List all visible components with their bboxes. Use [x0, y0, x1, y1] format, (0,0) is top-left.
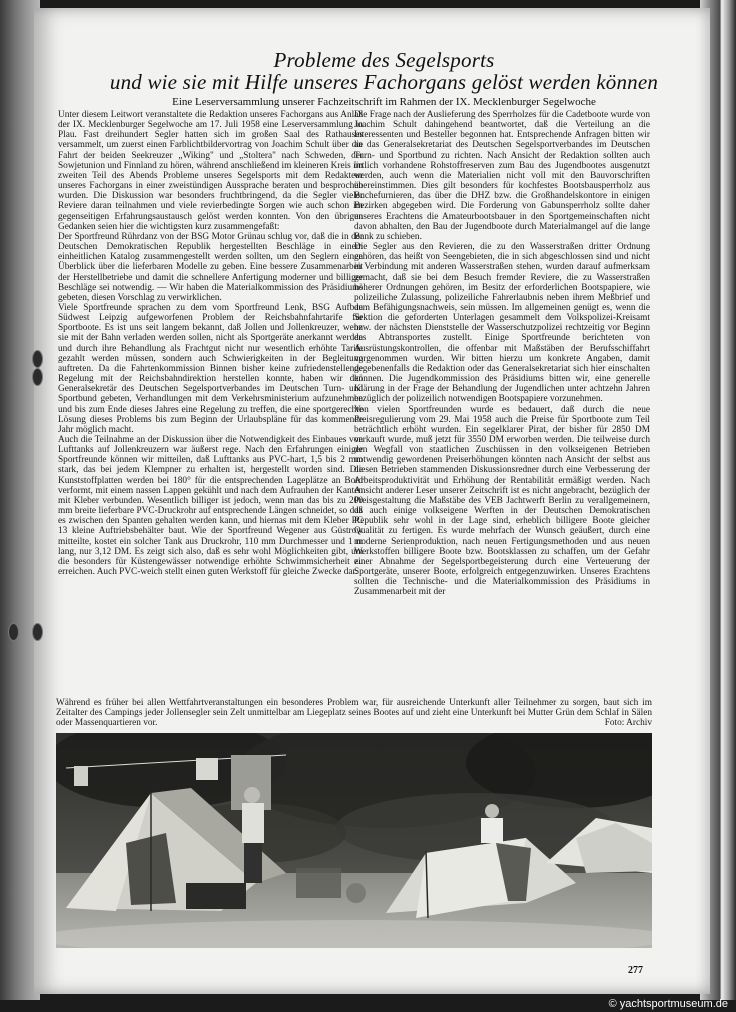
photo-illustration	[56, 733, 652, 948]
article-title-line1: Probleme des Segelsports	[273, 48, 495, 72]
text-column-right	[354, 110, 650, 695]
caption-text: Während es früher bei allen Wettfahrtveranstaltungen ein besonderes Problem war, für ausreichende Unterkunft aller Teilnehmer zu sorgen, baut sich im Zeitalter des Campings jeder Jollensegler sein Zelt unmittelbar am Liegeplatz seines Bootes auf und zieht eine Unterkunft bei Mutter Grün dem Schlaf in Sälen oder Massenquartieren vor.	[56, 698, 652, 729]
paragraph: Unter diesem Leitwort veranstaltete die Redaktion unseres Fachorgans aus Anlaß der IX. Mecklenburger Segelwoche am 17. Juli 1958 eine Leserversammlung in Plau. Fast dreihundert Segler hatten sich im großen Saal des Rathauses versammelt, um zuerst einen Farblichtbildervortrag von Joachim Schult über die Fahrt der beiden Seekreuzer „Wiking" und „Stoltera" nach Schweden, der Sowjetunion und Finnland zu hören, während anschließend im kleineren Kreis im zweiten Teil des Abends Probleme unseres Segelsports mit dem Redakteur unseres Fachorgans in einer zweistündigen Aussprache beraten und besprochen wurden. Die Diskussion war besonders fruchtbringend, da die Segler vieler Reviere daran teilnahmen und viele revierbedingte Sorgen wie auch schon im gegenseitigen Erfahrungsaustausch gelöst werden konnten. Von den übrigen Gedanken seien hier die wichtigsten kurz zusammengefaßt:	[58, 110, 363, 232]
article-subtitle: Eine Leserversammlung unserer Fachzeitschrift im Rahmen der IX. Mecklenburger Segelwoche	[172, 96, 596, 108]
paragraph: Von vielen Sportfreunden wurde es bedauert, daß durch die neue Preisregulierung vom 29. Mai 1958 auch die Preise für Sportboote zum Teil beträchtlich erhöht wurden. Ein segelklarer Pirat, der bisher für 2850 DM verkauft wurde, muß jetzt für 3550 DM erworben werden. Die teilweise durch den Wegfall von staatlichen Zuschüssen in den volkseigenen Betrieben notwendig gewordenen Preiserhöhungen könnten nach Ansicht der selbst aus diesen Betrieben stammenden Diskussionsredner durch eine Verbesserung der Arbeitsproduktivität und Erhöhung der Rentabilität ermäßigt werden. Nach Ansicht anderer Leser unserer Zeitschrift ist es nicht angebracht, bezüglich der Preisgestaltung die Maßstäbe des VEB Jachtwerft Berlin zu verallgemeinern, da auch einige volkseigene Werften in der Deutschen Demokratischen Republik sehr wohl in der Lage sind, erheblich billigere Boote gleicher Qualität zu fertigen. Es wurde mehrfach der Wunsch geäußert, durch eine moderne Serienproduktion, nach neuen Fertigungsmethoden und aus neuen Werkstoffen billigere Boote bzw. Bootsklassen zu schaffen, um der Gefahr einer Abnahme der Segelsportbegeisterung durch eine Verteuerung der Sportgeräte, unserer Boote, erfolgreich entgegenzuwirken. Unseres Erachtens sollten die Technische- und die Materialkommission des Präsidiums in Zusammenarbeit mit der	[354, 404, 650, 598]
paragraph: Auch die Teilnahme an der Diskussion über die Notwendigkeit des Einbaues von Lufttanks auf Jollenkreuzern war äußerst rege. Nach den Erfahrungen einiger Sportfreunde können wir mitteilen, daß Lufttanks aus PVC-hart, 1,5 bis 2 mm stark, das bei jedem Klempner zu erhalten ist, hergestellt worden sind. Die Kunststoffplatten werden bei 180° für die entsprechenden Lageplätze an Bord verformt, mit einem nassen Lappen gekühlt und nach dem Aufrauhen der Kanten mit Kleber verbunden. Wesentlich billiger ist jedoch, wenn man das bis zu 200 mm breite lieferbare PVC-Druckrohr auf entsprechende Längen schneidet, so daß es zwischen den Spanten gehalten werden kann, und hiernas mit dem Kleber PC 13 kleine Auftriebsbehälter baut. Wie der Sportfreund Wegener aus Güstrow mitteilte, kostet ein solcher Tank aus Druckrohr, 110 mm Durchmesser und 1 m lang, nur 3,12 DM. Es zeigt sich also, daß es sehr wohl Möglichkeiten gibt, um die besonders für Küstengewässer notwendige erhöhte Schwimmsicherheit zu erreichen. Auch PVC-weich stellt einen guten Werkstoff für gleiche Zwecke dar.	[58, 435, 363, 578]
binding-hole	[32, 350, 43, 368]
paragraph: Die Frage nach der Auslieferung des Sperrholzes für die Cadetboote wurde von Joachim Schult dahingehend beantwortet, daß die Verteilung an die Interessenten und Besteller begonnen hat. Entsprechende Anfragen bitten wir an das Generalsekretariat des Deutschen Segelsportverbandes im Deutschen Turn- und Sportbund zu richten. Nach Ansicht der Redaktion sollten auch örtlich vorhandene Rohstoffreserven zum Bau des Jugendbootes ausgenutzt werden, auch wenn die Materialien nicht voll mit den Bauvorschriften übereinstimmen. Dies gilt besonders für kochfestes Bootsbausperrholz aus Buchefurnieren, das über die DHZ bzw. die Großhandelskontore in einigen Bezirken abgegeben wird. Die Forderung von Gabunsperrholz sollte daher unseres Erachtens die Amateurbootsbauer in den Sportgemeinschaften nicht davon abhalten, den Bau der Jugendboote durch Materialmangel auf die lange Bank zu schieben.	[354, 110, 650, 242]
paragraph: Die Segler aus den Revieren, die zu den Wasserstraßen dritter Ordnung gehören, das heißt von Seengebieten, die in sich abgeschlossen sind und nicht in Verbindung mit anderen Wasserstraßen stehen, wurden darauf aufmerksam gemacht, daß sie bei dem Besuch fremder Reviere, die zu Wasserstraßen höherer Ordnungen gehören, im Besitz der erforderlichen Bootspapiere, wie polizeiliche Zulassung, polizeiliche Fahrerlaubnis neben ihrem Meßbrief und dem Befähigungsnachweis, sein müssen. Im allgemeinen genügt es, wenn die Sektion die geforderten Unterlagen gesammelt dem Volkspolizei-Kreisamt bzw. der nächsten Dienststelle der Wasserschutzpolizei rechtzeitig vor Beginn des Abtransportes zustellt. Einige Sportfreunde berichteten von Ausrüstungskontrollen, die offenbar mit Maßstäben der Berufsschiffahrt vorgenommen wurden. Wir bitten hierzu um konkrete Angaben, damit gegebenenfalls die Redaktion oder das Generalsekretariat sich hier einschalten können. Die Jugendkommission des Präsidiums bitten wir, eine generelle Klärung in der Frage der Behandlung der Jugendlichen unter achtzehn Jahren bezüglich der polizeilich notwendigen Bootspapiere vorzunehmen.	[354, 242, 650, 405]
page-number: 277	[628, 965, 643, 976]
text-column-left	[58, 110, 363, 695]
paragraph: Viele Sportfreunde sprachen zu dem vom Sportfreund Lenk, BSG Aufbau Südwest Leipzig aufgeworfenen Problem der Reichsbahnfahrtarife für Sportboote. Es ist uns seit langem bekannt, daß Jollen und Jollenkreuzer, wenn sie mit der Bahn verladen werden sollen, nicht als Sportgeräte anerkannt werden und durch ihre Behandlung als Frachtgut nicht nur wesentlich erhöhte Tarife gezahlt werden müssen, sondern auch Schwierigkeiten in der Begleitung auftreten. Da die Fahrtenkommission Binnen bisher keine zufriedenstellende Regelung mit der Reichsbahndirektion herstellen konnte, haben wir den Generalsekretär des Deutschen Segelsportverbandes im Deutschen Turn- und Sportbund gebeten, Verhandlungen mit dem Verkehrsministerium aufzunehmen und bis zum Ende dieses Jahres eine Regelung zu treffen, die eine sportgerechte Lösung dieses Problems bis zum Beginn der Urlaubspläne für das kommende Jahr möglich macht.	[58, 302, 363, 435]
paragraph: Der Sportfreund Rührdanz von der BSG Motor Grünau schlug vor, daß die in der Deutschen Demokratischen Republik hergestellten Beschläge in einem einheitlichen Katalog zusammengestellt werden sollten, um den Seglern einen Überblick über die lieferbaren Modelle zu geben. Eine bessere Zusammenarbeit der Herstellbetriebe und damit die schnellere Anfertigung moderner und billiger Beschläge sei notwendig. — Wir haben die Materialkommission des Präsidiums gebeten, diesen Vorschlag zu verwirklichen.	[58, 231, 363, 303]
magazine-page	[34, 8, 710, 994]
binding-hole	[32, 368, 43, 386]
photo-credit: Foto: Archiv	[604, 718, 652, 729]
watermark: © yachtsportmuseum.de	[608, 998, 728, 1010]
camping-tents-photo	[56, 733, 652, 948]
binding-hole	[32, 623, 43, 641]
photo-caption	[56, 698, 652, 729]
binding-hole	[8, 623, 19, 641]
article-title-line2: und wie sie mit Hilfe unseres Fachorgans gelöst werden können	[109, 70, 659, 94]
